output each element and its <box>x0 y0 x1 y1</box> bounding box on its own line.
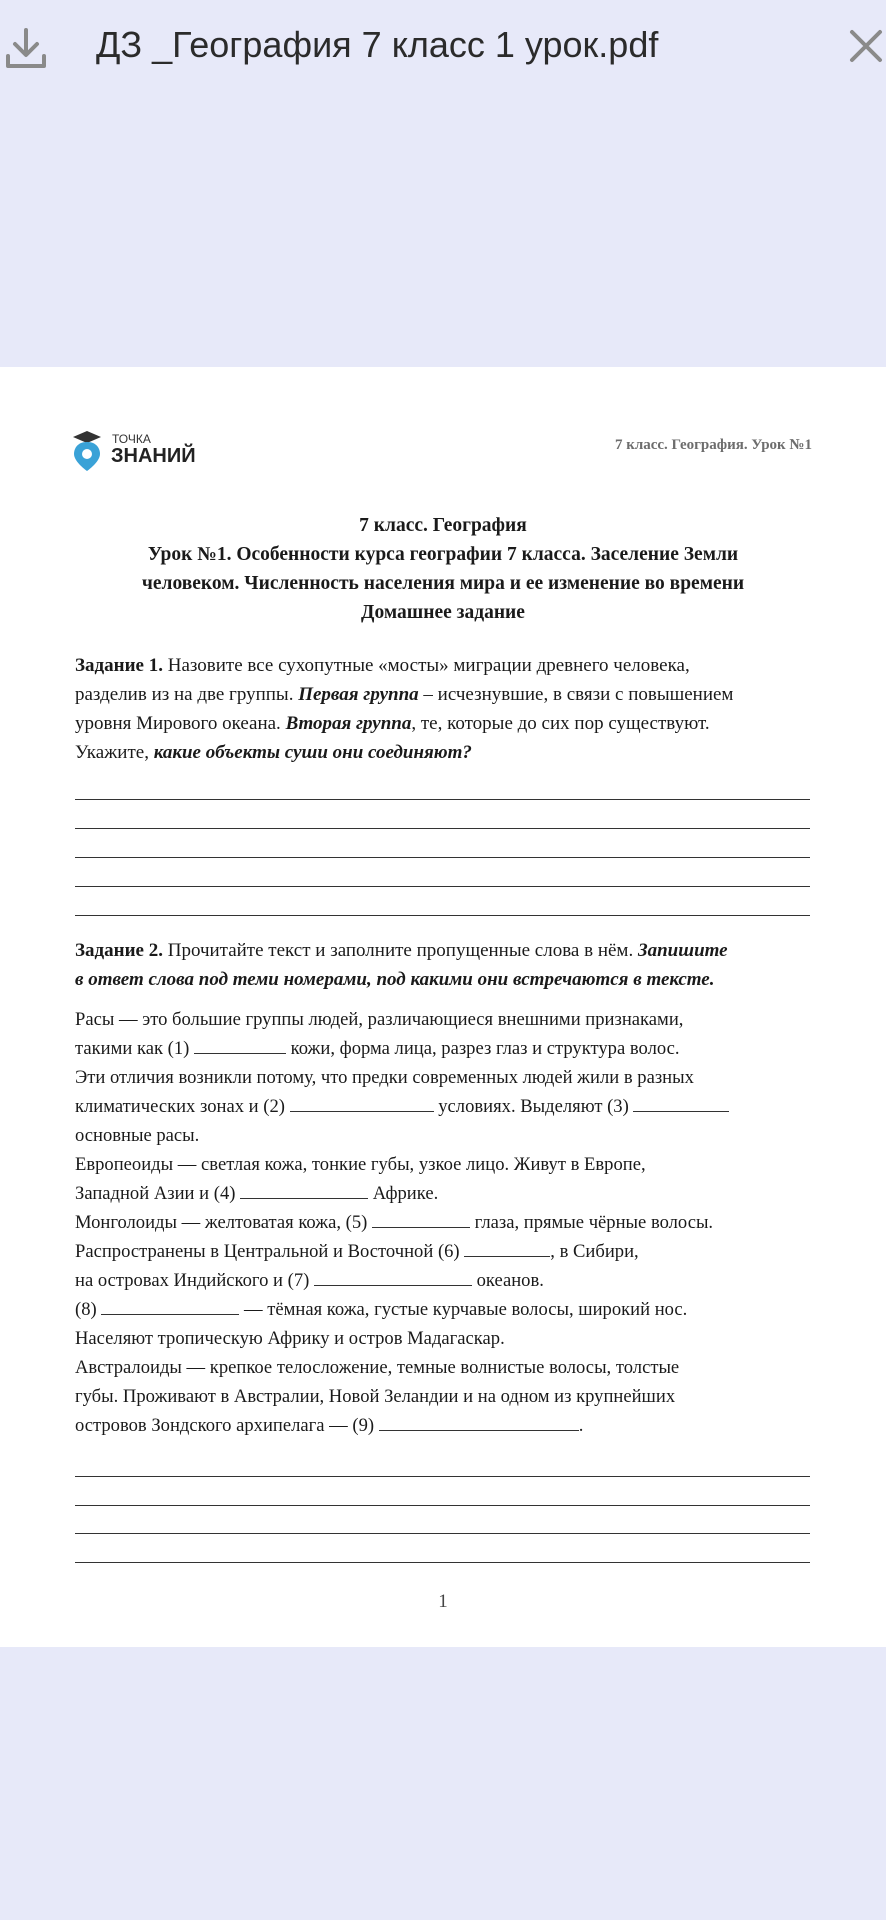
passage-line: основные расы. <box>75 1125 200 1146</box>
close-icon[interactable] <box>848 28 884 64</box>
task-1-label: Задание 1. <box>75 655 163 676</box>
answer-line <box>75 1562 810 1563</box>
task-text: Назовите все сухопутные «мосты» миграции древнего человека, <box>162 655 690 676</box>
task-text: Укажите, <box>75 742 154 763</box>
answer-line <box>75 1533 810 1534</box>
fill-blank <box>290 1093 434 1112</box>
task-emphasis: какие объекты суши они соединяют? <box>153 742 472 763</box>
page-number: 1 <box>438 1591 448 1612</box>
toolbar <box>0 0 886 96</box>
fill-blank <box>379 1412 579 1431</box>
fill-blank <box>101 1296 239 1315</box>
document-title <box>80 511 806 627</box>
pdf-page <box>0 367 886 1647</box>
fill-blank <box>194 1035 286 1054</box>
fill-blank <box>314 1267 472 1286</box>
fill-blank <box>372 1209 470 1228</box>
passage-line: Населяют тропическую Африку и остров Мадагаскар. <box>75 1328 505 1349</box>
fill-blank <box>633 1093 729 1112</box>
title-line: Урок №1. Особенности курса географии 7 класса. Заселение Земли <box>147 544 739 565</box>
answer-line <box>75 886 810 887</box>
title-line: человеком. Численность населения мира и ее изменение во времени <box>141 573 745 594</box>
passage-line: климатических зонах и (2) условиях. Выделяют (3) <box>75 1092 820 1121</box>
task-2 <box>75 936 815 994</box>
answer-line <box>75 857 810 858</box>
passage-line: на островах Индийского и (7) океанов. <box>75 1266 820 1295</box>
graduation-pin-icon <box>70 428 104 472</box>
passage-line: губы. Проживают в Австралии, Новой Зеландии и на одном из крупнейших <box>75 1386 676 1407</box>
download-icon[interactable] <box>0 22 52 74</box>
passage-line: такими как (1) кожи, форма лица, разрез глаз и структура волос. <box>75 1034 820 1063</box>
passage-line: Западной Азии и (4) Африке. <box>75 1179 820 1208</box>
answer-line <box>75 1505 810 1506</box>
passage-line: Монголоиды — желтоватая кожа, (5) глаза, прямые чёрные волосы. <box>75 1208 820 1237</box>
fill-blank <box>240 1180 368 1199</box>
answer-line <box>75 915 810 916</box>
task-emphasis: Запишите <box>637 940 728 961</box>
task-text: уровня Мирового океана. <box>75 713 286 734</box>
fill-blank <box>464 1238 550 1257</box>
logo-small-text: ТОЧКА <box>112 432 151 446</box>
passage-line: Эти отличия возникли потому, что предки современных людей жили в разных <box>75 1067 694 1088</box>
passage-line: (8) — тёмная кожа, густые курчавые волосы, широкий нос. <box>75 1295 820 1324</box>
title-line: 7 класс. География <box>359 515 527 536</box>
task-emphasis: Вторая группа <box>285 713 412 734</box>
passage-line: Европеоиды — светлая кожа, тонкие губы, узкое лицо. Живут в Европе, <box>75 1154 646 1175</box>
task-2-label: Задание 2. <box>75 940 163 961</box>
answer-line <box>75 1476 810 1477</box>
file-name-title: ДЗ _География 7 класс 1 урок.pdf <box>96 24 659 65</box>
logo-big-text: ЗНАНИЙ <box>111 445 196 467</box>
title-line: Домашнее задание <box>361 602 525 623</box>
task-text: , те, которые до сих пор существуют. <box>411 713 710 734</box>
answer-line <box>75 799 810 800</box>
passage <box>75 1005 820 1440</box>
task-text: – исчезнувшие, в связи с повышением <box>418 684 734 705</box>
passage-line: Расы — это большие группы людей, различающиеся внешними признаками, <box>75 1009 684 1030</box>
passage-line: Австралоиды — крепкое телосложение, темные волнистые волосы, толстые <box>75 1357 680 1378</box>
passage-line: Распространены в Центральной и Восточной (6) , в Сибири, <box>75 1237 820 1266</box>
task-text: Прочитайте текст и заполните пропущенные слова в нём. <box>162 940 638 961</box>
passage-line: островов Зондского архипелага — (9) . <box>75 1411 820 1440</box>
task-1 <box>75 651 815 767</box>
page-header-text: 7 класс. География. Урок №1 <box>614 437 812 453</box>
task-emphasis: в ответ слова под теми номерами, под какими они встречаются в тексте. <box>75 969 715 990</box>
task-emphasis: Первая группа <box>298 684 419 705</box>
task-text: разделив из на две группы. <box>75 684 299 705</box>
answer-line <box>75 828 810 829</box>
